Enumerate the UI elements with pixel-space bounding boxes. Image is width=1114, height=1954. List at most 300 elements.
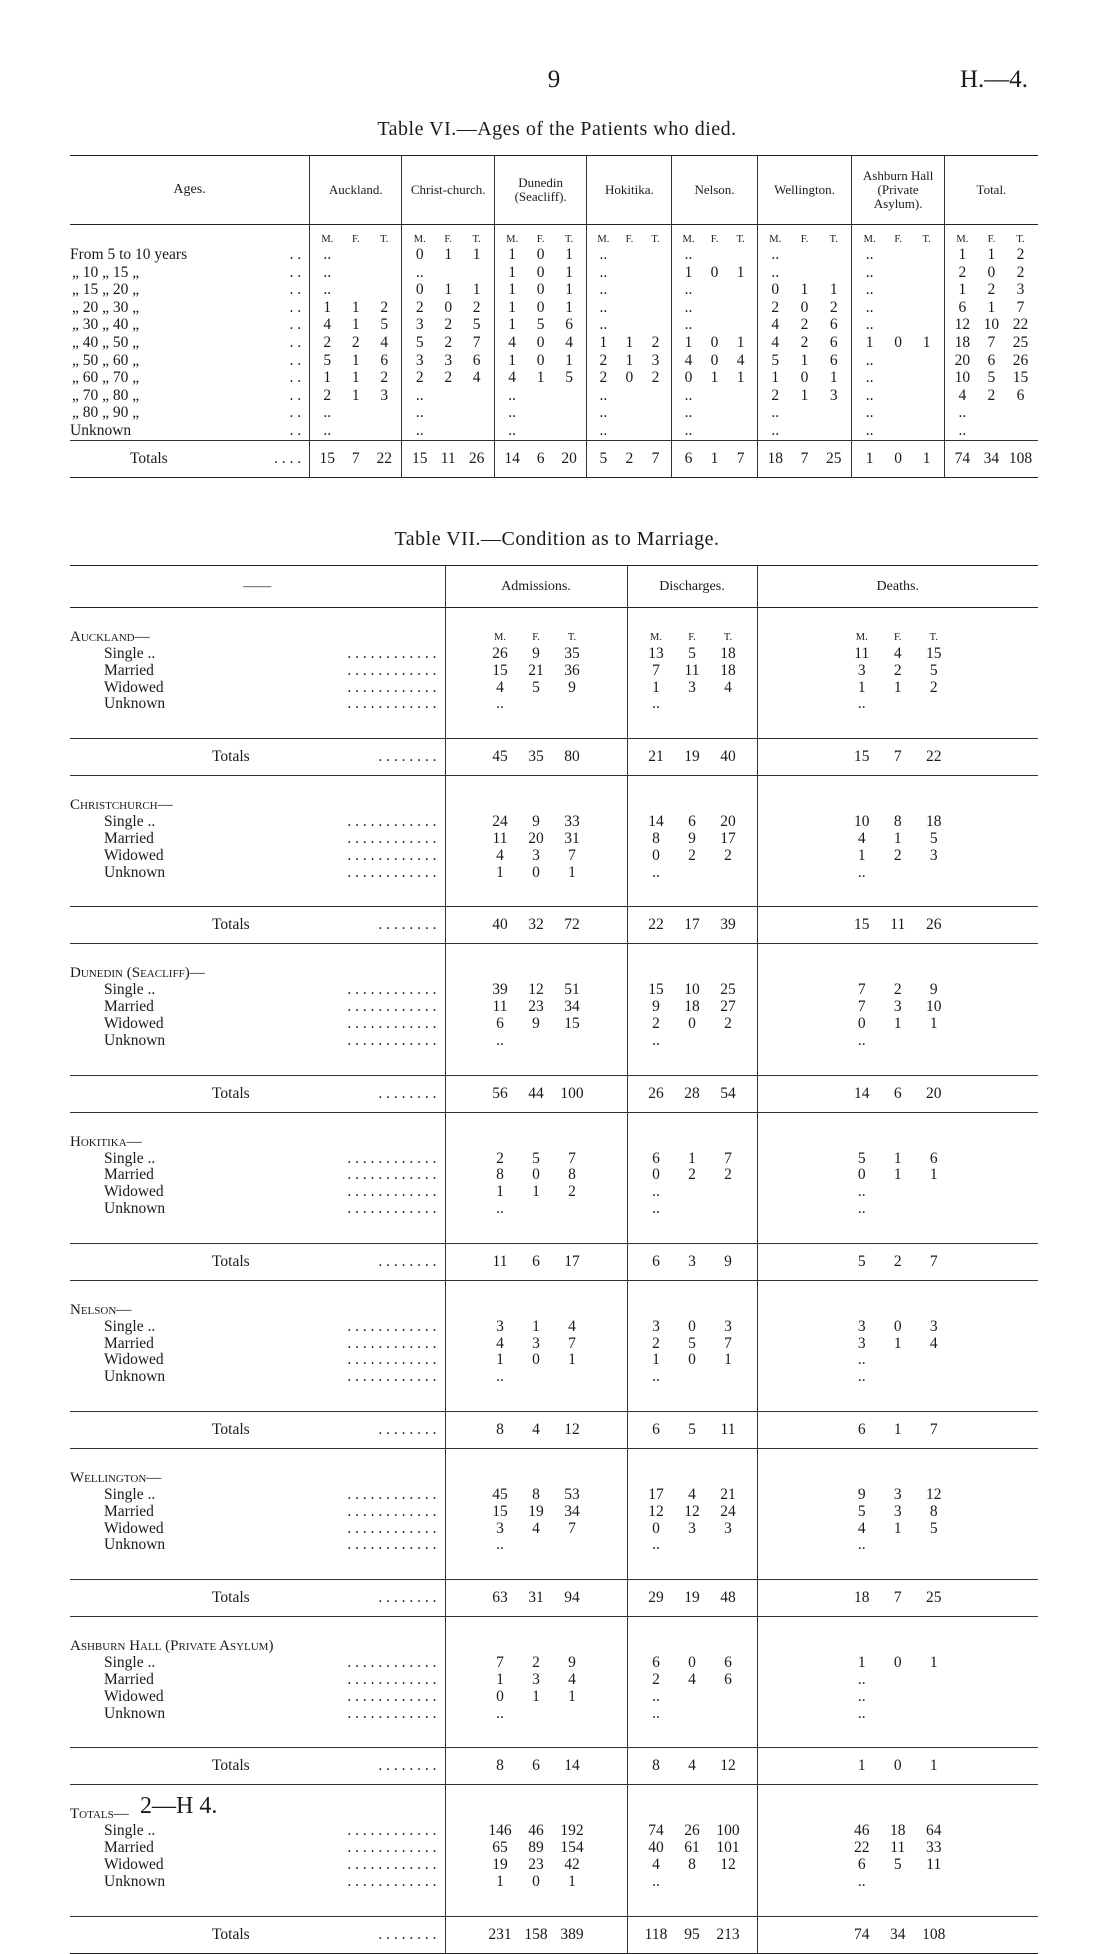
mft-triple [310, 234, 401, 245]
marital-status-text: Married [104, 1839, 154, 1857]
total-count: 1 [565, 298, 573, 316]
male-count: .. [865, 351, 874, 369]
total-count [710, 696, 746, 713]
marital-status-text: Widowed [104, 1183, 164, 1201]
total-count: 4 [724, 678, 732, 696]
male-count: 17 [648, 1485, 664, 1503]
total-count [916, 1537, 952, 1554]
spacer [445, 1218, 627, 1244]
mft-labels [627, 1302, 757, 1319]
value-triple [628, 1706, 757, 1723]
table6-row [70, 369, 1038, 387]
table6-cell [402, 334, 494, 352]
male-count: .. [865, 404, 874, 422]
male-count: 3 [415, 316, 424, 334]
marital-status-label [70, 1823, 445, 1840]
table7-total-cell [627, 1748, 757, 1785]
total-count: 1 [568, 863, 576, 881]
marital-status-text: Married [104, 1334, 154, 1352]
marital-status-label [70, 1201, 445, 1218]
spacer [70, 776, 445, 798]
female-count [674, 1184, 710, 1201]
marital-status-text: Widowed [104, 846, 164, 864]
table7-cell [757, 831, 1038, 848]
value-triple [587, 387, 671, 405]
marital-status-label [70, 663, 445, 680]
female-count: 1 [893, 1014, 902, 1032]
value-triple [758, 1823, 1039, 1840]
total-count: 42 [564, 1855, 580, 1873]
female-count: 0 [688, 1654, 696, 1672]
leader-dots: . . . . . . . . . . . . [347, 998, 437, 1016]
total-count: 12 [720, 1757, 736, 1775]
male-count: 1 [652, 1351, 660, 1369]
female-count: 1 [710, 369, 719, 387]
male-count: 3 [496, 1317, 504, 1335]
mft-labels [445, 1638, 627, 1655]
table7-cell [757, 999, 1038, 1016]
female-count [518, 696, 554, 713]
female-count: 1 [444, 281, 453, 299]
value-triple [758, 369, 852, 387]
table6-cell [587, 422, 672, 440]
marital-status-label [70, 1487, 445, 1504]
leader-dots: . . . . . . . . . . . . [347, 1670, 437, 1688]
male-count: 4 [496, 678, 504, 696]
male-count: 4 [496, 1334, 504, 1352]
female-count: 1 [536, 369, 545, 387]
hospital-name-row [70, 1470, 1038, 1487]
marital-status-label [70, 1521, 445, 1538]
spacer [627, 1722, 757, 1748]
female-count: 2 [893, 1252, 902, 1270]
table6-cell [757, 422, 852, 440]
female-count: 0 [444, 298, 453, 316]
table6-total-cell [852, 440, 944, 477]
table6-cell [587, 334, 672, 352]
spacer [627, 944, 757, 966]
female-count [884, 246, 912, 264]
spacer [445, 881, 627, 907]
value-triple [758, 334, 852, 352]
total-count [819, 422, 848, 440]
female-count [880, 1874, 916, 1891]
totals-label [70, 1580, 445, 1617]
total-count: 6 [929, 1149, 938, 1167]
table6-cell [944, 422, 1038, 440]
value-triple [310, 441, 401, 477]
male-count: .. [684, 298, 693, 316]
value-triple [446, 848, 627, 865]
value-triple [758, 1504, 1039, 1521]
female-count: 0 [688, 1317, 696, 1335]
male-count: 0 [652, 1519, 660, 1537]
table6-cell [587, 369, 672, 387]
female-count: 5 [987, 369, 996, 387]
female-count: 12 [528, 981, 544, 999]
mft-label: T. [472, 234, 481, 245]
table6-cell [494, 299, 586, 317]
total-count: 2 [568, 1183, 576, 1201]
table7-cell [627, 999, 757, 1016]
table7-cell [445, 1487, 627, 1504]
value-triple [402, 387, 493, 405]
table6-cell [310, 422, 402, 440]
total-count: 7 [736, 449, 745, 467]
table7-cell [627, 1369, 757, 1386]
table6-cell [310, 246, 402, 264]
table6-cell [852, 299, 944, 317]
total-count [1006, 422, 1035, 440]
group-totals-row [70, 1411, 1038, 1448]
male-count: .. [684, 421, 693, 439]
male-count: 6 [958, 298, 967, 316]
male-count: 2 [771, 298, 780, 316]
value-triple [672, 264, 756, 282]
total-count [912, 369, 940, 387]
female-count: 19 [684, 748, 700, 766]
male-count: 14 [854, 1084, 870, 1102]
value-triple [758, 1689, 1039, 1706]
table7-cell [627, 982, 757, 999]
total-count: 22 [1012, 316, 1029, 334]
total-count: 7 [568, 846, 576, 864]
marital-status-row [70, 982, 1038, 999]
spacer [70, 1218, 445, 1244]
total-count: 2 [724, 1014, 732, 1032]
table7-cell [445, 1689, 627, 1706]
male-count: 4 [684, 351, 693, 369]
table6-ages-of-patients-who-died [70, 155, 1038, 478]
total-count: 11 [720, 1420, 736, 1438]
female-count [884, 352, 912, 370]
leader-dots: . . . . . . . . [378, 1589, 437, 1607]
value-triple [758, 1016, 1039, 1033]
value-triple [758, 1319, 1039, 1336]
total-count: 25 [826, 449, 842, 467]
female-count: 0 [536, 333, 545, 351]
age-range-label [70, 281, 310, 299]
value-triple [628, 1253, 757, 1271]
female-count: 6 [532, 1252, 540, 1270]
age-range-label [70, 264, 310, 282]
age-range-label [70, 316, 310, 334]
marital-status-label [70, 646, 445, 663]
total-count [728, 281, 754, 299]
value-triple [672, 281, 756, 299]
marital-status-row [70, 1369, 1038, 1386]
mft-triple [628, 629, 757, 646]
spacer [445, 608, 627, 630]
value-triple [587, 369, 671, 387]
table7-cell [757, 814, 1038, 831]
male-count: 5 [323, 351, 332, 369]
value-triple [945, 334, 1038, 352]
value-triple [587, 299, 671, 317]
table7-cell [445, 1706, 627, 1723]
male-count: 15 [492, 661, 508, 679]
spacer-row [70, 1050, 1038, 1076]
total-count: 35 [564, 645, 580, 662]
total-count: 3 [1016, 281, 1025, 299]
marital-status-text: Unknown [104, 1704, 166, 1722]
value-triple [446, 1184, 627, 1201]
value-triple [758, 1655, 1039, 1672]
table7-total-cell [757, 1916, 1038, 1953]
total-count [370, 281, 398, 299]
hospital-name-row [70, 629, 1038, 646]
value-triple [758, 246, 852, 264]
marital-status-row [70, 1840, 1038, 1857]
age-range-text: „ 60 „ 70 „ [72, 369, 140, 387]
table6-cell [672, 404, 757, 422]
leader-dots: . . . . . . . . . . . . [347, 1351, 437, 1369]
female-count: 1 [987, 246, 996, 263]
table7-cell [757, 982, 1038, 999]
male-count: 3 [857, 1317, 866, 1335]
male-count: .. [508, 421, 517, 439]
male-count: .. [865, 369, 874, 387]
table7-cell [757, 1874, 1038, 1891]
female-count: 3 [893, 1502, 902, 1520]
value-triple [402, 281, 493, 299]
totals-text: Totals [212, 1589, 250, 1607]
table7-cell [627, 814, 757, 831]
hospital-name: Christchurch— [70, 797, 173, 814]
marital-status-label [70, 1352, 445, 1369]
totals-text: Totals [212, 916, 250, 934]
marital-status-label [70, 831, 445, 848]
male-count: .. [496, 1199, 504, 1217]
marital-status-row [70, 680, 1038, 697]
marital-status-row [70, 1504, 1038, 1521]
group-totals-row [70, 1075, 1038, 1112]
leader-dots: . . . . . . . . . . . . [347, 1368, 437, 1386]
female-count: 1 [893, 1420, 902, 1438]
total-count [642, 264, 668, 282]
female-count: 4 [688, 1670, 696, 1688]
value-triple [310, 264, 401, 282]
table7-cell [627, 680, 757, 697]
total-count: 2 [929, 678, 938, 696]
total-count [462, 404, 490, 422]
female-count: 3 [893, 1485, 902, 1503]
value-triple [446, 999, 627, 1016]
table6-cell [852, 404, 944, 422]
male-count: 20 [954, 351, 971, 369]
female-count: 158 [524, 1925, 548, 1943]
value-triple [628, 831, 757, 848]
total-count [710, 1689, 746, 1706]
male-count: .. [508, 386, 517, 404]
total-count: 24 [720, 1502, 736, 1520]
table7-cell [757, 696, 1038, 713]
male-count: 2 [415, 298, 424, 316]
group-totals-row [70, 739, 1038, 776]
female-count: 32 [528, 916, 544, 934]
female-count [702, 246, 728, 264]
leader-dots: . . . . . . . . . . . . [347, 829, 437, 847]
table7-total-cell [445, 1411, 627, 1448]
spacer [757, 944, 1038, 966]
table7-cell [445, 663, 627, 680]
total-count [370, 422, 398, 440]
male-count: .. [599, 386, 608, 404]
table6-total-cell [672, 440, 757, 477]
male-count: 11 [492, 829, 508, 847]
total-count: 5 [380, 316, 389, 334]
table7-cell [445, 1167, 627, 1184]
value-triple [628, 1589, 757, 1607]
marital-status-row [70, 696, 1038, 713]
female-count: 9 [532, 1014, 540, 1032]
total-count: 18 [926, 813, 942, 831]
mft-label: T. [736, 234, 745, 245]
table7-cell [757, 646, 1038, 663]
marital-status-label [70, 814, 445, 831]
male-count: 6 [652, 1252, 660, 1270]
table7-total-cell [757, 1243, 1038, 1280]
age-range-text: From 5 to 10 years [70, 246, 188, 263]
marital-status-row [70, 831, 1038, 848]
male-count: 1 [508, 316, 517, 334]
female-count: 23 [528, 1855, 544, 1873]
marital-status-row [70, 1487, 1038, 1504]
female-count [616, 299, 642, 317]
male-count: 15 [319, 449, 336, 467]
spacer [445, 1050, 627, 1076]
value-triple [758, 1352, 1039, 1369]
male-count: 8 [496, 1757, 504, 1775]
total-count [819, 404, 848, 422]
table6-cell [402, 369, 494, 387]
total-count: 1 [472, 281, 481, 299]
value-triple [852, 264, 943, 282]
table7-cell [627, 831, 757, 848]
spacer [70, 1280, 445, 1302]
female-count: 1 [444, 246, 453, 263]
mft-triple [758, 629, 1039, 646]
male-count: 74 [854, 1925, 870, 1943]
table7-cell [757, 1487, 1038, 1504]
male-count: .. [415, 421, 424, 439]
table6-cell [852, 281, 944, 299]
leader-dots: . . . . . . . . . . . . [347, 645, 437, 662]
value-triple [758, 1085, 1039, 1103]
value-triple [672, 316, 756, 334]
spacer-row [70, 1722, 1038, 1748]
table6-cell [310, 387, 402, 405]
total-count [554, 1537, 590, 1554]
hospital-name: Totals— [70, 1806, 129, 1823]
male-count: 18 [767, 449, 783, 467]
female-count: 31 [528, 1589, 544, 1607]
value-triple [758, 1033, 1039, 1050]
female-count: 1 [800, 351, 809, 369]
leader-dots: . . [289, 246, 302, 263]
male-count: 1 [865, 333, 874, 351]
male-count: .. [496, 1704, 504, 1722]
group-totals-row [70, 907, 1038, 944]
female-count: 5 [536, 316, 545, 334]
total-count [555, 422, 583, 440]
table7-total-cell [445, 1580, 627, 1617]
female-count [434, 387, 462, 405]
value-triple [758, 1201, 1039, 1218]
table7-total-cell [757, 907, 1038, 944]
marital-status-text: Unknown [104, 695, 166, 713]
value-triple [628, 1655, 757, 1672]
table6-cell [310, 264, 402, 282]
female-count [977, 404, 1006, 422]
male-count: 63 [492, 1589, 508, 1607]
mft-label: M. [413, 234, 426, 245]
table6-cell [310, 299, 402, 317]
total-count: 18 [720, 645, 736, 662]
male-count: 11 [492, 998, 508, 1016]
table6-row [70, 299, 1038, 317]
spacer [627, 1448, 757, 1470]
leader-dots: . . . . . . . . [378, 916, 437, 934]
mft-triple [402, 234, 493, 245]
total-count [916, 1706, 952, 1723]
leader-dots: . . . . . . . . . . . . [347, 1166, 437, 1184]
table6-cell [757, 334, 852, 352]
female-count: 7 [351, 449, 360, 467]
value-triple [758, 299, 852, 317]
value-triple [758, 1537, 1039, 1554]
table7-total-cell [757, 1411, 1038, 1448]
male-count: 0 [415, 246, 424, 263]
total-count [710, 1874, 746, 1891]
leader-dots: . . [289, 281, 302, 299]
male-count: 118 [644, 1925, 668, 1943]
total-count: 1 [922, 449, 931, 467]
value-triple [446, 1521, 627, 1538]
spacer [70, 944, 445, 966]
table6-cell [852, 246, 944, 264]
table6-cell [852, 334, 944, 352]
female-count [616, 246, 642, 264]
male-count: 2 [652, 1334, 660, 1352]
spacer-row [70, 608, 1038, 630]
hospital-name: Hokitika— [70, 1133, 142, 1150]
male-count: 3 [496, 1519, 504, 1537]
marital-status-row [70, 1352, 1038, 1369]
male-count: 1 [652, 678, 660, 696]
spacer [70, 1448, 445, 1470]
male-count: .. [857, 1351, 866, 1369]
spacer [70, 1617, 445, 1639]
male-count: 1 [865, 449, 874, 467]
male-count: .. [865, 421, 874, 439]
table7-cell [627, 1033, 757, 1050]
leader-dots: . . . . . . . . . . . . [347, 1317, 437, 1335]
table6-total-cell [494, 440, 586, 477]
mft-labels [627, 1134, 757, 1151]
value-triple [758, 748, 1039, 766]
value-triple [495, 387, 586, 405]
female-count [702, 422, 728, 440]
male-count: 74 [954, 449, 971, 467]
total-count [554, 696, 590, 713]
male-count: 4 [508, 369, 517, 387]
male-count: .. [323, 421, 332, 439]
female-count [884, 369, 912, 387]
table6-cell [757, 404, 852, 422]
male-count: .. [684, 281, 693, 299]
table7-cell [445, 680, 627, 697]
